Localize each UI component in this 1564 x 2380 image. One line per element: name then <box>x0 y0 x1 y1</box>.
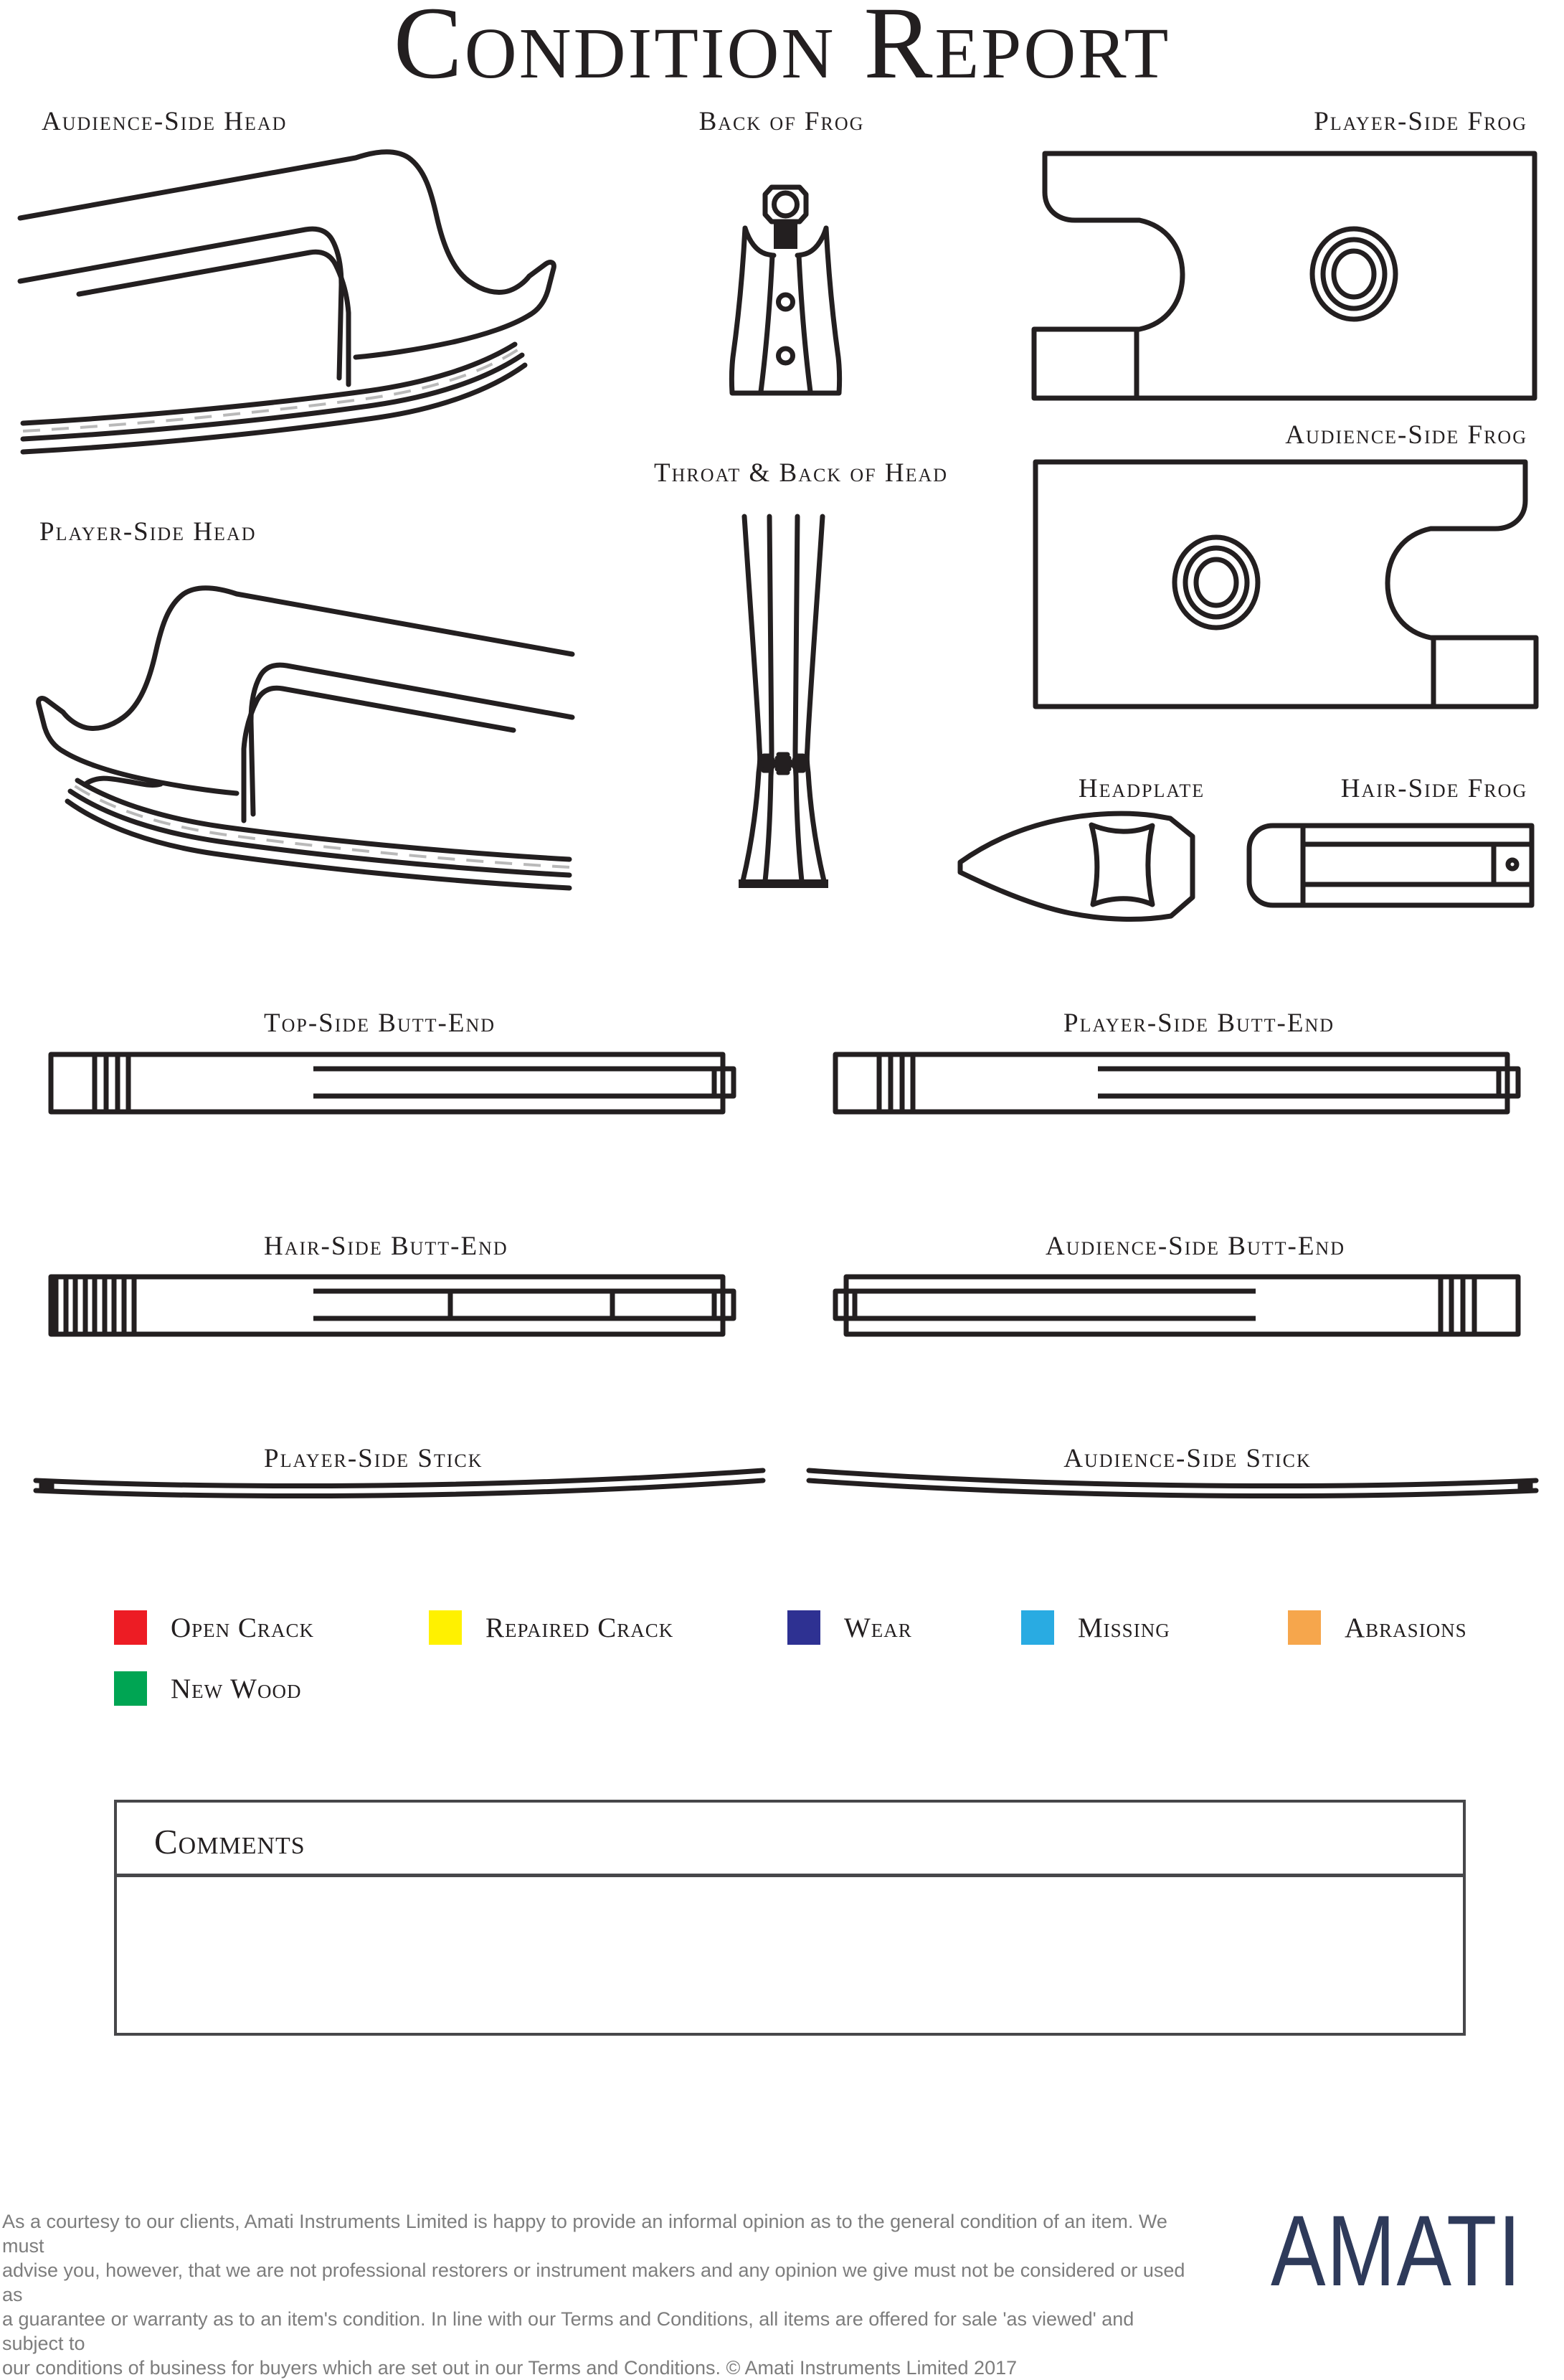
open-crack-swatch <box>114 1610 147 1645</box>
label-audience-side-stick: Audience-Side Stick <box>1063 1444 1312 1473</box>
disclaimer-line-2: advise you, however, that we are not professional restorers or instrument makers and any opinion we give must not be considered or used as <box>2 2259 1185 2305</box>
hair-side-butt-end-diagram <box>47 1274 736 1336</box>
throat-back-of-head-diagram <box>739 511 828 889</box>
player-side-frog-diagram <box>1030 148 1540 402</box>
back-of-frog-diagram <box>730 185 841 404</box>
repaired-crack-mark <box>77 768 171 796</box>
new-wood-swatch <box>114 1671 147 1706</box>
page-title: Condition Report <box>393 0 1171 100</box>
player-side-head-diagram <box>13 574 579 879</box>
legend-label-wear: Wear <box>844 1612 912 1643</box>
legend-item-repaired-crack <box>429 1610 673 1645</box>
label-audience-side-butt-end: Audience-Side Butt-End <box>1046 1232 1345 1261</box>
label-audience-side-head: Audience-Side Head <box>42 107 288 136</box>
audience-side-butt-end-diagram <box>833 1274 1522 1336</box>
audience-side-stick-diagram <box>805 1469 1550 1512</box>
disclaimer-line-4: our conditions of business for buyers which are set out in our Terms and Conditions. © Amati Instruments Limited 2017 <box>2 2357 1018 2379</box>
comments-box <box>114 1800 1466 2036</box>
disclaimer-line-3: a guarantee or warranty as to an item's condition. In line with our Terms and Conditions, all items are offered for sale 'as viewed' and subject to <box>2 2308 1134 2354</box>
legend-item-new-wood <box>114 1671 302 1706</box>
audience-side-head-diagram <box>13 138 579 443</box>
abrasions-swatch <box>1288 1610 1321 1645</box>
label-throat-back-of-head: Throat & Back of Head <box>654 458 949 488</box>
wear-swatch <box>787 1610 820 1645</box>
audience-side-frog-diagram <box>1030 456 1540 711</box>
comments-input-area[interactable] <box>117 1877 1463 2032</box>
repaired-crack-swatch <box>429 1610 462 1645</box>
disclaimer-text <box>2 2209 1185 2380</box>
legend-item-missing <box>1021 1610 1170 1645</box>
top-side-butt-end-diagram <box>47 1052 736 1113</box>
missing-swatch <box>1021 1610 1054 1645</box>
label-audience-side-frog: Audience-Side Frog <box>1285 420 1527 450</box>
label-headplate: Headplate <box>1078 774 1205 803</box>
amati-logo: AMATI <box>1271 2194 1522 2307</box>
legend-label-new-wood: New Wood <box>171 1673 302 1704</box>
label-top-side-butt-end: Top-Side Butt-End <box>264 1009 496 1038</box>
legend-item-wear <box>787 1610 912 1645</box>
legend-label-open-crack: Open Crack <box>171 1612 314 1643</box>
label-hair-side-butt-end: Hair-Side Butt-End <box>264 1232 508 1261</box>
label-player-side-butt-end: Player-Side Butt-End <box>1063 1009 1335 1038</box>
label-back-of-frog: Back of Frog <box>698 107 865 136</box>
hair-side-frog-diagram <box>1247 823 1534 907</box>
comments-header <box>117 1803 1463 1877</box>
player-side-butt-end-diagram <box>832 1052 1520 1113</box>
label-player-side-head: Player-Side Head <box>39 517 257 547</box>
legend-item-open-crack <box>114 1610 314 1645</box>
headplate-diagram <box>959 813 1196 922</box>
comments-title: Comments <box>154 1822 305 1861</box>
label-hair-side-frog: Hair-Side Frog <box>1340 774 1528 803</box>
label-player-side-frog: Player-Side Frog <box>1314 107 1527 136</box>
legend-label-repaired-crack: Repaired Crack <box>485 1612 674 1643</box>
legend-label-missing: Missing <box>1078 1612 1170 1643</box>
legend-label-abrasions: Abrasions <box>1345 1612 1467 1643</box>
label-player-side-stick: Player-Side Stick <box>264 1444 483 1473</box>
player-side-stick-diagram <box>22 1469 767 1512</box>
legend-item-abrasions <box>1288 1610 1467 1645</box>
disclaimer-line-1: As a courtesy to our clients, Amati Instruments Limited is happy to provide an informal opinion as to the general condition of an item. We must <box>2 2211 1167 2257</box>
